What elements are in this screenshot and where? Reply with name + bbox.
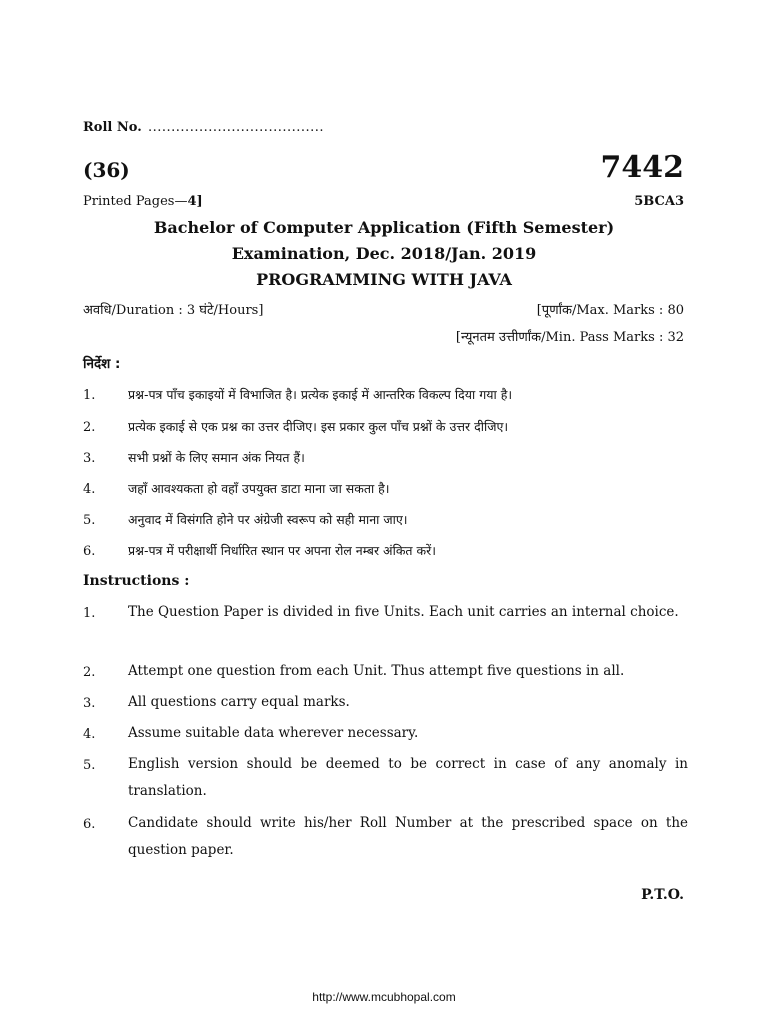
course-code: 5BCA3 [634, 194, 684, 209]
max-marks: [पूर्णांक/Max. Marks : 80 [536, 303, 684, 318]
hindi-item-text: अनुवाद में विसंगति होने पर अंग्रेजी स्वरूप को सही माना जाए। [128, 512, 408, 527]
instructions-heading: Instructions : [83, 573, 190, 589]
instruction-num: 4. [83, 727, 96, 742]
instruction-text: English version should be deemed to be correct in case of any anomaly in translation. [128, 756, 688, 799]
hindi-item-num: 4. [83, 482, 96, 497]
instruction-num: 6. [83, 817, 96, 832]
printed-pages-label: Printed Pages— [83, 194, 188, 209]
hindi-item-num: 3. [83, 451, 96, 466]
roll-no-field: ...................................... [148, 120, 325, 135]
hindi-item-text: सभी प्रश्नों के लिए समान अंक नियत हैं। [128, 450, 305, 465]
hindi-item-num: 6. [83, 544, 96, 559]
hindi-item-num: 1. [83, 388, 96, 403]
printed-pages-value: 4] [187, 194, 203, 209]
subject-title: PROGRAMMING WITH JAVA [256, 270, 512, 289]
instruction-text: Assume suitable data wherever necessary. [128, 725, 419, 741]
footer-url: http://www.mcubhopal.com [312, 990, 456, 1004]
pto-label: P.T.O. [641, 887, 684, 903]
instruction-num: 5. [83, 758, 96, 773]
duration: अवधि/Duration : 3 घंटे/Hours] [83, 303, 264, 318]
hindi-item-num: 5. [83, 513, 96, 528]
instruction-num: 3. [83, 696, 96, 711]
exam-title-line2: Examination, Dec. 2018/Jan. 2019 [231, 244, 537, 263]
instruction-text: Candidate should write his/her Roll Number at the prescribed space on the question paper. [128, 815, 688, 858]
hindi-item-text: प्रश्न-पत्र में परीक्षार्थी निर्धारित स्थान पर अपना रोल नम्बर अंकित करें। [128, 543, 436, 558]
instruction-text: All questions carry equal marks. [128, 694, 350, 710]
hindi-item-text: प्रश्न-पत्र पाँच इकाइयों में विभाजित है। प्रत्येक इकाई में आन्तरिक विकल्प दिया गया है। [128, 387, 513, 402]
printed-pages [83, 194, 203, 209]
paper-code: 7442 [600, 150, 684, 185]
exam-title-line1: Bachelor of Computer Application (Fifth Semester) [153, 218, 615, 237]
hindi-item-text: प्रत्येक इकाई से एक प्रश्न का उत्तर दीजिए। इस प्रकार कुल पाँच प्रश्नों के उत्तर दीजिए। [128, 419, 509, 434]
hindi-heading: निर्देश : [83, 356, 121, 372]
instruction-num: 1. [83, 606, 96, 621]
hindi-item-text: जहाँ आवश्यकता हो वहाँ उपयुक्त डाटा माना जा सकता है। [128, 481, 390, 496]
min-marks: [न्यूनतम उत्तीर्णांक/Min. Pass Marks : 32 [455, 330, 684, 345]
instruction-num: 2. [83, 665, 96, 680]
instruction-text: Attempt one question from each Unit. Thus attempt five questions in all. [128, 663, 625, 679]
code-left: (36) [83, 158, 130, 182]
roll-no-label: Roll No. [83, 120, 142, 135]
instruction-text: The Question Paper is divided in five Units. Each unit carries an internal choice. [128, 604, 679, 620]
hindi-item-num: 2. [83, 420, 96, 435]
